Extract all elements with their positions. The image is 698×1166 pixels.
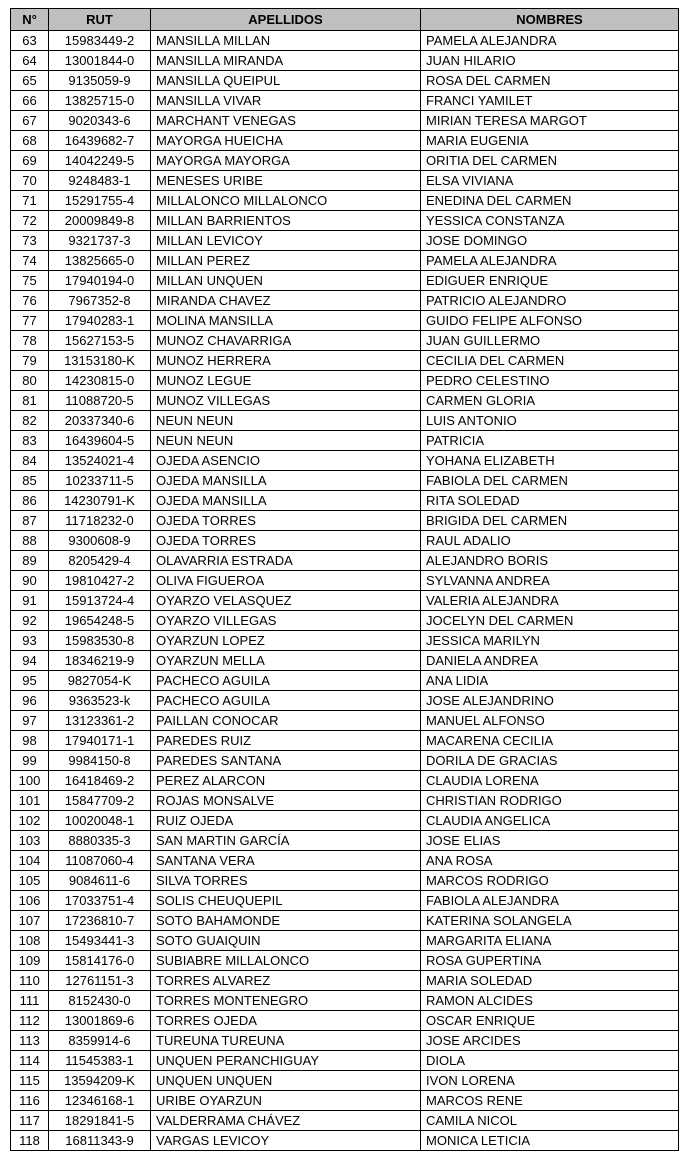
table-row [11, 931, 679, 951]
cell-numero: 75 [11, 271, 49, 291]
cell-numero: 74 [11, 251, 49, 271]
cell-apellidos: MUNOZ HERRERA [151, 351, 421, 371]
cell-apellidos: MAYORGA HUEICHA [151, 131, 421, 151]
table-row [11, 1071, 679, 1091]
cell-numero: 113 [11, 1031, 49, 1051]
cell-rut: 10020048-1 [49, 811, 151, 831]
cell-rut: 8880335-3 [49, 831, 151, 851]
cell-nombres: JOSE DOMINGO [421, 231, 679, 251]
cell-rut: 13123361-2 [49, 711, 151, 731]
cell-nombres: MARGARITA ELIANA [421, 931, 679, 951]
table-row [11, 791, 679, 811]
cell-rut: 9984150-8 [49, 751, 151, 771]
table-row [11, 451, 679, 471]
header-apellidos: APELLIDOS [151, 9, 421, 31]
table-row [11, 671, 679, 691]
cell-nombres: ENEDINA DEL CARMEN [421, 191, 679, 211]
cell-apellidos: SUBIABRE MILLALONCO [151, 951, 421, 971]
cell-apellidos: OJEDA MANSILLA [151, 471, 421, 491]
cell-rut: 15983449-2 [49, 31, 151, 51]
cell-numero: 78 [11, 331, 49, 351]
cell-nombres: RAMON ALCIDES [421, 991, 679, 1011]
cell-nombres: LUIS ANTONIO [421, 411, 679, 431]
cell-numero: 105 [11, 871, 49, 891]
cell-numero: 108 [11, 931, 49, 951]
cell-numero: 81 [11, 391, 49, 411]
cell-apellidos: MILLAN UNQUEN [151, 271, 421, 291]
cell-rut: 17940194-0 [49, 271, 151, 291]
cell-numero: 90 [11, 571, 49, 591]
cell-apellidos: SANTANA VERA [151, 851, 421, 871]
cell-numero: 69 [11, 151, 49, 171]
cell-apellidos: TORRES ALVAREZ [151, 971, 421, 991]
cell-numero: 84 [11, 451, 49, 471]
cell-nombres: RITA SOLEDAD [421, 491, 679, 511]
cell-numero: 88 [11, 531, 49, 551]
cell-nombres: JOSE ELIAS [421, 831, 679, 851]
table-row [11, 91, 679, 111]
table-row [11, 1111, 679, 1131]
table-row [11, 471, 679, 491]
cell-numero: 77 [11, 311, 49, 331]
table-row [11, 611, 679, 631]
table-row [11, 551, 679, 571]
cell-rut: 15627153-5 [49, 331, 151, 351]
cell-numero: 76 [11, 291, 49, 311]
cell-apellidos: MILLAN PEREZ [151, 251, 421, 271]
cell-apellidos: MILLAN BARRIENTOS [151, 211, 421, 231]
cell-nombres: YOHANA ELIZABETH [421, 451, 679, 471]
cell-numero: 95 [11, 671, 49, 691]
cell-numero: 118 [11, 1131, 49, 1151]
cell-rut: 9321737-3 [49, 231, 151, 251]
cell-nombres: MARIA SOLEDAD [421, 971, 679, 991]
cell-rut: 20337340-6 [49, 411, 151, 431]
table-header-row [11, 9, 679, 31]
cell-apellidos: MAYORGA MAYORGA [151, 151, 421, 171]
table-row [11, 351, 679, 371]
cell-apellidos: PACHECO AGUILA [151, 691, 421, 711]
cell-nombres: MIRIAN TERESA MARGOT [421, 111, 679, 131]
cell-numero: 93 [11, 631, 49, 651]
cell-apellidos: OJEDA ASENCIO [151, 451, 421, 471]
table-row [11, 491, 679, 511]
cell-apellidos: MILLALONCO MILLALONCO [151, 191, 421, 211]
cell-numero: 72 [11, 211, 49, 231]
cell-numero: 99 [11, 751, 49, 771]
table-row [11, 531, 679, 551]
cell-nombres: MARCOS RENE [421, 1091, 679, 1111]
cell-numero: 98 [11, 731, 49, 751]
cell-rut: 15847709-2 [49, 791, 151, 811]
cell-rut: 19654248-5 [49, 611, 151, 631]
cell-nombres: SYLVANNA ANDREA [421, 571, 679, 591]
cell-numero: 67 [11, 111, 49, 131]
cell-numero: 83 [11, 431, 49, 451]
cell-numero: 114 [11, 1051, 49, 1071]
cell-numero: 94 [11, 651, 49, 671]
cell-nombres: CLAUDIA LORENA [421, 771, 679, 791]
cell-rut: 8359914-6 [49, 1031, 151, 1051]
cell-numero: 97 [11, 711, 49, 731]
cell-rut: 9363523-k [49, 691, 151, 711]
cell-apellidos: OLIVA FIGUEROA [151, 571, 421, 591]
cell-apellidos: MENESES URIBE [151, 171, 421, 191]
cell-rut: 13825715-0 [49, 91, 151, 111]
cell-apellidos: NEUN NEUN [151, 431, 421, 451]
cell-nombres: BRIGIDA DEL CARMEN [421, 511, 679, 531]
table-row [11, 631, 679, 651]
cell-nombres: ORITIA DEL CARMEN [421, 151, 679, 171]
table-row [11, 231, 679, 251]
names-roster-table [10, 8, 679, 1151]
cell-numero: 64 [11, 51, 49, 71]
table-row [11, 691, 679, 711]
cell-nombres: MACARENA CECILIA [421, 731, 679, 751]
cell-nombres: IVON LORENA [421, 1071, 679, 1091]
cell-nombres: MONICA LETICIA [421, 1131, 679, 1151]
cell-nombres: ELSA VIVIANA [421, 171, 679, 191]
table-row [11, 831, 679, 851]
cell-nombres: VALERIA ALEJANDRA [421, 591, 679, 611]
cell-apellidos: URIBE OYARZUN [151, 1091, 421, 1111]
table-body [11, 31, 679, 1151]
table-row [11, 591, 679, 611]
cell-nombres: ALEJANDRO BORIS [421, 551, 679, 571]
cell-numero: 70 [11, 171, 49, 191]
table-row [11, 331, 679, 351]
cell-rut: 12346168-1 [49, 1091, 151, 1111]
cell-nombres: JUAN HILARIO [421, 51, 679, 71]
cell-numero: 110 [11, 971, 49, 991]
cell-apellidos: MIRANDA CHAVEZ [151, 291, 421, 311]
cell-numero: 117 [11, 1111, 49, 1131]
table-row [11, 411, 679, 431]
cell-numero: 109 [11, 951, 49, 971]
cell-rut: 13001844-0 [49, 51, 151, 71]
table-row [11, 971, 679, 991]
cell-rut: 9084611-6 [49, 871, 151, 891]
cell-apellidos: PAILLAN CONOCAR [151, 711, 421, 731]
cell-rut: 11545383-1 [49, 1051, 151, 1071]
cell-apellidos: ROJAS MONSALVE [151, 791, 421, 811]
cell-apellidos: PAREDES RUIZ [151, 731, 421, 751]
cell-nombres: EDIGUER ENRIQUE [421, 271, 679, 291]
table-row [11, 1051, 679, 1071]
cell-apellidos: PAREDES SANTANA [151, 751, 421, 771]
cell-nombres: JOCELYN DEL CARMEN [421, 611, 679, 631]
cell-apellidos: MUNOZ CHAVARRIGA [151, 331, 421, 351]
cell-rut: 16811343-9 [49, 1131, 151, 1151]
table-row [11, 371, 679, 391]
table-row [11, 1091, 679, 1111]
table-row [11, 711, 679, 731]
cell-rut: 15913724-4 [49, 591, 151, 611]
cell-apellidos: MANSILLA MILLAN [151, 31, 421, 51]
cell-apellidos: MILLAN LEVICOY [151, 231, 421, 251]
cell-apellidos: SOLIS CHEUQUEPIL [151, 891, 421, 911]
cell-rut: 18346219-9 [49, 651, 151, 671]
cell-numero: 111 [11, 991, 49, 1011]
header-numero: N° [11, 9, 49, 31]
cell-numero: 86 [11, 491, 49, 511]
cell-apellidos: OYARZO VELASQUEZ [151, 591, 421, 611]
cell-numero: 101 [11, 791, 49, 811]
cell-apellidos: SILVA TORRES [151, 871, 421, 891]
cell-apellidos: OJEDA TORRES [151, 531, 421, 551]
cell-numero: 87 [11, 511, 49, 531]
cell-apellidos: MANSILLA VIVAR [151, 91, 421, 111]
cell-apellidos: MUNOZ LEGUE [151, 371, 421, 391]
cell-rut: 19810427-2 [49, 571, 151, 591]
cell-rut: 13153180-K [49, 351, 151, 371]
cell-numero: 102 [11, 811, 49, 831]
cell-apellidos: MARCHANT VENEGAS [151, 111, 421, 131]
cell-apellidos: OYARZUN MELLA [151, 651, 421, 671]
cell-rut: 17940283-1 [49, 311, 151, 331]
cell-apellidos: PEREZ ALARCON [151, 771, 421, 791]
cell-rut: 15983530-8 [49, 631, 151, 651]
table-row [11, 651, 679, 671]
cell-nombres: MANUEL ALFONSO [421, 711, 679, 731]
cell-apellidos: OLAVARRIA ESTRADA [151, 551, 421, 571]
cell-rut: 11087060-4 [49, 851, 151, 871]
table-row [11, 731, 679, 751]
cell-numero: 65 [11, 71, 49, 91]
cell-nombres: KATERINA SOLANGELA [421, 911, 679, 931]
cell-numero: 104 [11, 851, 49, 871]
table-row [11, 811, 679, 831]
cell-nombres: JOSE ALEJANDRINO [421, 691, 679, 711]
cell-numero: 71 [11, 191, 49, 211]
cell-nombres: PEDRO CELESTINO [421, 371, 679, 391]
header-rut: RUT [49, 9, 151, 31]
cell-apellidos: SOTO BAHAMONDE [151, 911, 421, 931]
cell-rut: 15493441-3 [49, 931, 151, 951]
table-row [11, 851, 679, 871]
cell-rut: 10233711-5 [49, 471, 151, 491]
cell-rut: 16439604-5 [49, 431, 151, 451]
cell-rut: 13001869-6 [49, 1011, 151, 1031]
table-row [11, 191, 679, 211]
cell-apellidos: OYARZUN LOPEZ [151, 631, 421, 651]
cell-numero: 82 [11, 411, 49, 431]
cell-nombres: CLAUDIA ANGELICA [421, 811, 679, 831]
cell-nombres: CAMILA NICOL [421, 1111, 679, 1131]
cell-nombres: ROSA GUPERTINA [421, 951, 679, 971]
cell-numero: 115 [11, 1071, 49, 1091]
table-row [11, 291, 679, 311]
cell-rut: 9300608-9 [49, 531, 151, 551]
cell-rut: 9020343-6 [49, 111, 151, 131]
cell-rut: 17236810-7 [49, 911, 151, 931]
cell-nombres: CECILIA DEL CARMEN [421, 351, 679, 371]
cell-nombres: GUIDO FELIPE ALFONSO [421, 311, 679, 331]
cell-numero: 91 [11, 591, 49, 611]
cell-rut: 16418469-2 [49, 771, 151, 791]
cell-rut: 12761151-3 [49, 971, 151, 991]
cell-nombres: OSCAR ENRIQUE [421, 1011, 679, 1031]
cell-nombres: JUAN GUILLERMO [421, 331, 679, 351]
cell-numero: 107 [11, 911, 49, 931]
cell-rut: 15814176-0 [49, 951, 151, 971]
cell-numero: 63 [11, 31, 49, 51]
cell-nombres: JOSE ARCIDES [421, 1031, 679, 1051]
cell-apellidos: OJEDA MANSILLA [151, 491, 421, 511]
cell-nombres: ANA ROSA [421, 851, 679, 871]
table-row [11, 951, 679, 971]
cell-nombres: DIOLA [421, 1051, 679, 1071]
table-row [11, 111, 679, 131]
cell-apellidos: SAN MARTIN GARCÍA [151, 831, 421, 851]
cell-rut: 16439682-7 [49, 131, 151, 151]
cell-apellidos: TUREUNA TUREUNA [151, 1031, 421, 1051]
cell-apellidos: VALDERRAMA CHÁVEZ [151, 1111, 421, 1131]
cell-apellidos: PACHECO AGUILA [151, 671, 421, 691]
cell-rut: 18291841-5 [49, 1111, 151, 1131]
cell-nombres: MARIA EUGENIA [421, 131, 679, 151]
cell-rut: 11718232-0 [49, 511, 151, 531]
cell-rut: 8152430-0 [49, 991, 151, 1011]
cell-nombres: ROSA DEL CARMEN [421, 71, 679, 91]
cell-nombres: CHRISTIAN RODRIGO [421, 791, 679, 811]
cell-nombres: RAUL ADALIO [421, 531, 679, 551]
cell-nombres: JESSICA MARILYN [421, 631, 679, 651]
cell-apellidos: TORRES MONTENEGRO [151, 991, 421, 1011]
cell-apellidos: MANSILLA QUEIPUL [151, 71, 421, 91]
table-row [11, 51, 679, 71]
table-row [11, 271, 679, 291]
cell-nombres: FRANCI YAMILET [421, 91, 679, 111]
table-row [11, 1131, 679, 1151]
cell-nombres: PAMELA ALEJANDRA [421, 251, 679, 271]
cell-apellidos: SOTO GUAIQUIN [151, 931, 421, 951]
cell-apellidos: MANSILLA MIRANDA [151, 51, 421, 71]
cell-apellidos: UNQUEN PERANCHIGUAY [151, 1051, 421, 1071]
cell-numero: 68 [11, 131, 49, 151]
cell-apellidos: VARGAS LEVICOY [151, 1131, 421, 1151]
table-row [11, 251, 679, 271]
cell-apellidos: RUIZ OJEDA [151, 811, 421, 831]
cell-numero: 66 [11, 91, 49, 111]
table-row [11, 1031, 679, 1051]
cell-numero: 89 [11, 551, 49, 571]
header-nombres: NOMBRES [421, 9, 679, 31]
table-row [11, 571, 679, 591]
cell-apellidos: UNQUEN UNQUEN [151, 1071, 421, 1091]
cell-apellidos: OJEDA TORRES [151, 511, 421, 531]
table-row [11, 131, 679, 151]
cell-nombres: MARCOS RODRIGO [421, 871, 679, 891]
table-row [11, 991, 679, 1011]
cell-nombres: PATRICIO ALEJANDRO [421, 291, 679, 311]
cell-apellidos: OYARZO VILLEGAS [151, 611, 421, 631]
table-row [11, 1011, 679, 1031]
cell-nombres: CARMEN GLORIA [421, 391, 679, 411]
cell-nombres: FABIOLA ALEJANDRA [421, 891, 679, 911]
table-row [11, 211, 679, 231]
cell-numero: 80 [11, 371, 49, 391]
table-row [11, 911, 679, 931]
table-row [11, 391, 679, 411]
cell-rut: 20009849-8 [49, 211, 151, 231]
cell-rut: 11088720-5 [49, 391, 151, 411]
cell-nombres: DORILA DE GRACIAS [421, 751, 679, 771]
table-row [11, 71, 679, 91]
cell-numero: 100 [11, 771, 49, 791]
cell-numero: 96 [11, 691, 49, 711]
cell-rut: 14230815-0 [49, 371, 151, 391]
cell-rut: 17033751-4 [49, 891, 151, 911]
table-row [11, 151, 679, 171]
cell-numero: 92 [11, 611, 49, 631]
cell-nombres: DANIELA ANDREA [421, 651, 679, 671]
cell-rut: 9135059-9 [49, 71, 151, 91]
cell-rut: 14042249-5 [49, 151, 151, 171]
cell-rut: 8205429-4 [49, 551, 151, 571]
table-row [11, 771, 679, 791]
cell-numero: 79 [11, 351, 49, 371]
cell-nombres: ANA LIDIA [421, 671, 679, 691]
table-row [11, 31, 679, 51]
cell-nombres: PAMELA ALEJANDRA [421, 31, 679, 51]
cell-nombres: FABIOLA DEL CARMEN [421, 471, 679, 491]
table-row [11, 311, 679, 331]
table-row [11, 751, 679, 771]
cell-numero: 73 [11, 231, 49, 251]
cell-nombres: YESSICA CONSTANZA [421, 211, 679, 231]
cell-rut: 15291755-4 [49, 191, 151, 211]
cell-rut: 9827054-K [49, 671, 151, 691]
cell-apellidos: MOLINA MANSILLA [151, 311, 421, 331]
table-row [11, 891, 679, 911]
cell-rut: 17940171-1 [49, 731, 151, 751]
cell-rut: 13524021-4 [49, 451, 151, 471]
cell-numero: 112 [11, 1011, 49, 1031]
cell-apellidos: TORRES OJEDA [151, 1011, 421, 1031]
cell-rut: 14230791-K [49, 491, 151, 511]
table-row [11, 431, 679, 451]
cell-apellidos: MUNOZ VILLEGAS [151, 391, 421, 411]
cell-rut: 13594209-K [49, 1071, 151, 1091]
cell-numero: 103 [11, 831, 49, 851]
cell-rut: 9248483-1 [49, 171, 151, 191]
cell-numero: 85 [11, 471, 49, 491]
table-row [11, 171, 679, 191]
cell-numero: 106 [11, 891, 49, 911]
cell-nombres: PATRICIA [421, 431, 679, 451]
cell-numero: 116 [11, 1091, 49, 1111]
cell-rut: 7967352-8 [49, 291, 151, 311]
table-row [11, 871, 679, 891]
cell-apellidos: NEUN NEUN [151, 411, 421, 431]
table-row [11, 511, 679, 531]
cell-rut: 13825665-0 [49, 251, 151, 271]
